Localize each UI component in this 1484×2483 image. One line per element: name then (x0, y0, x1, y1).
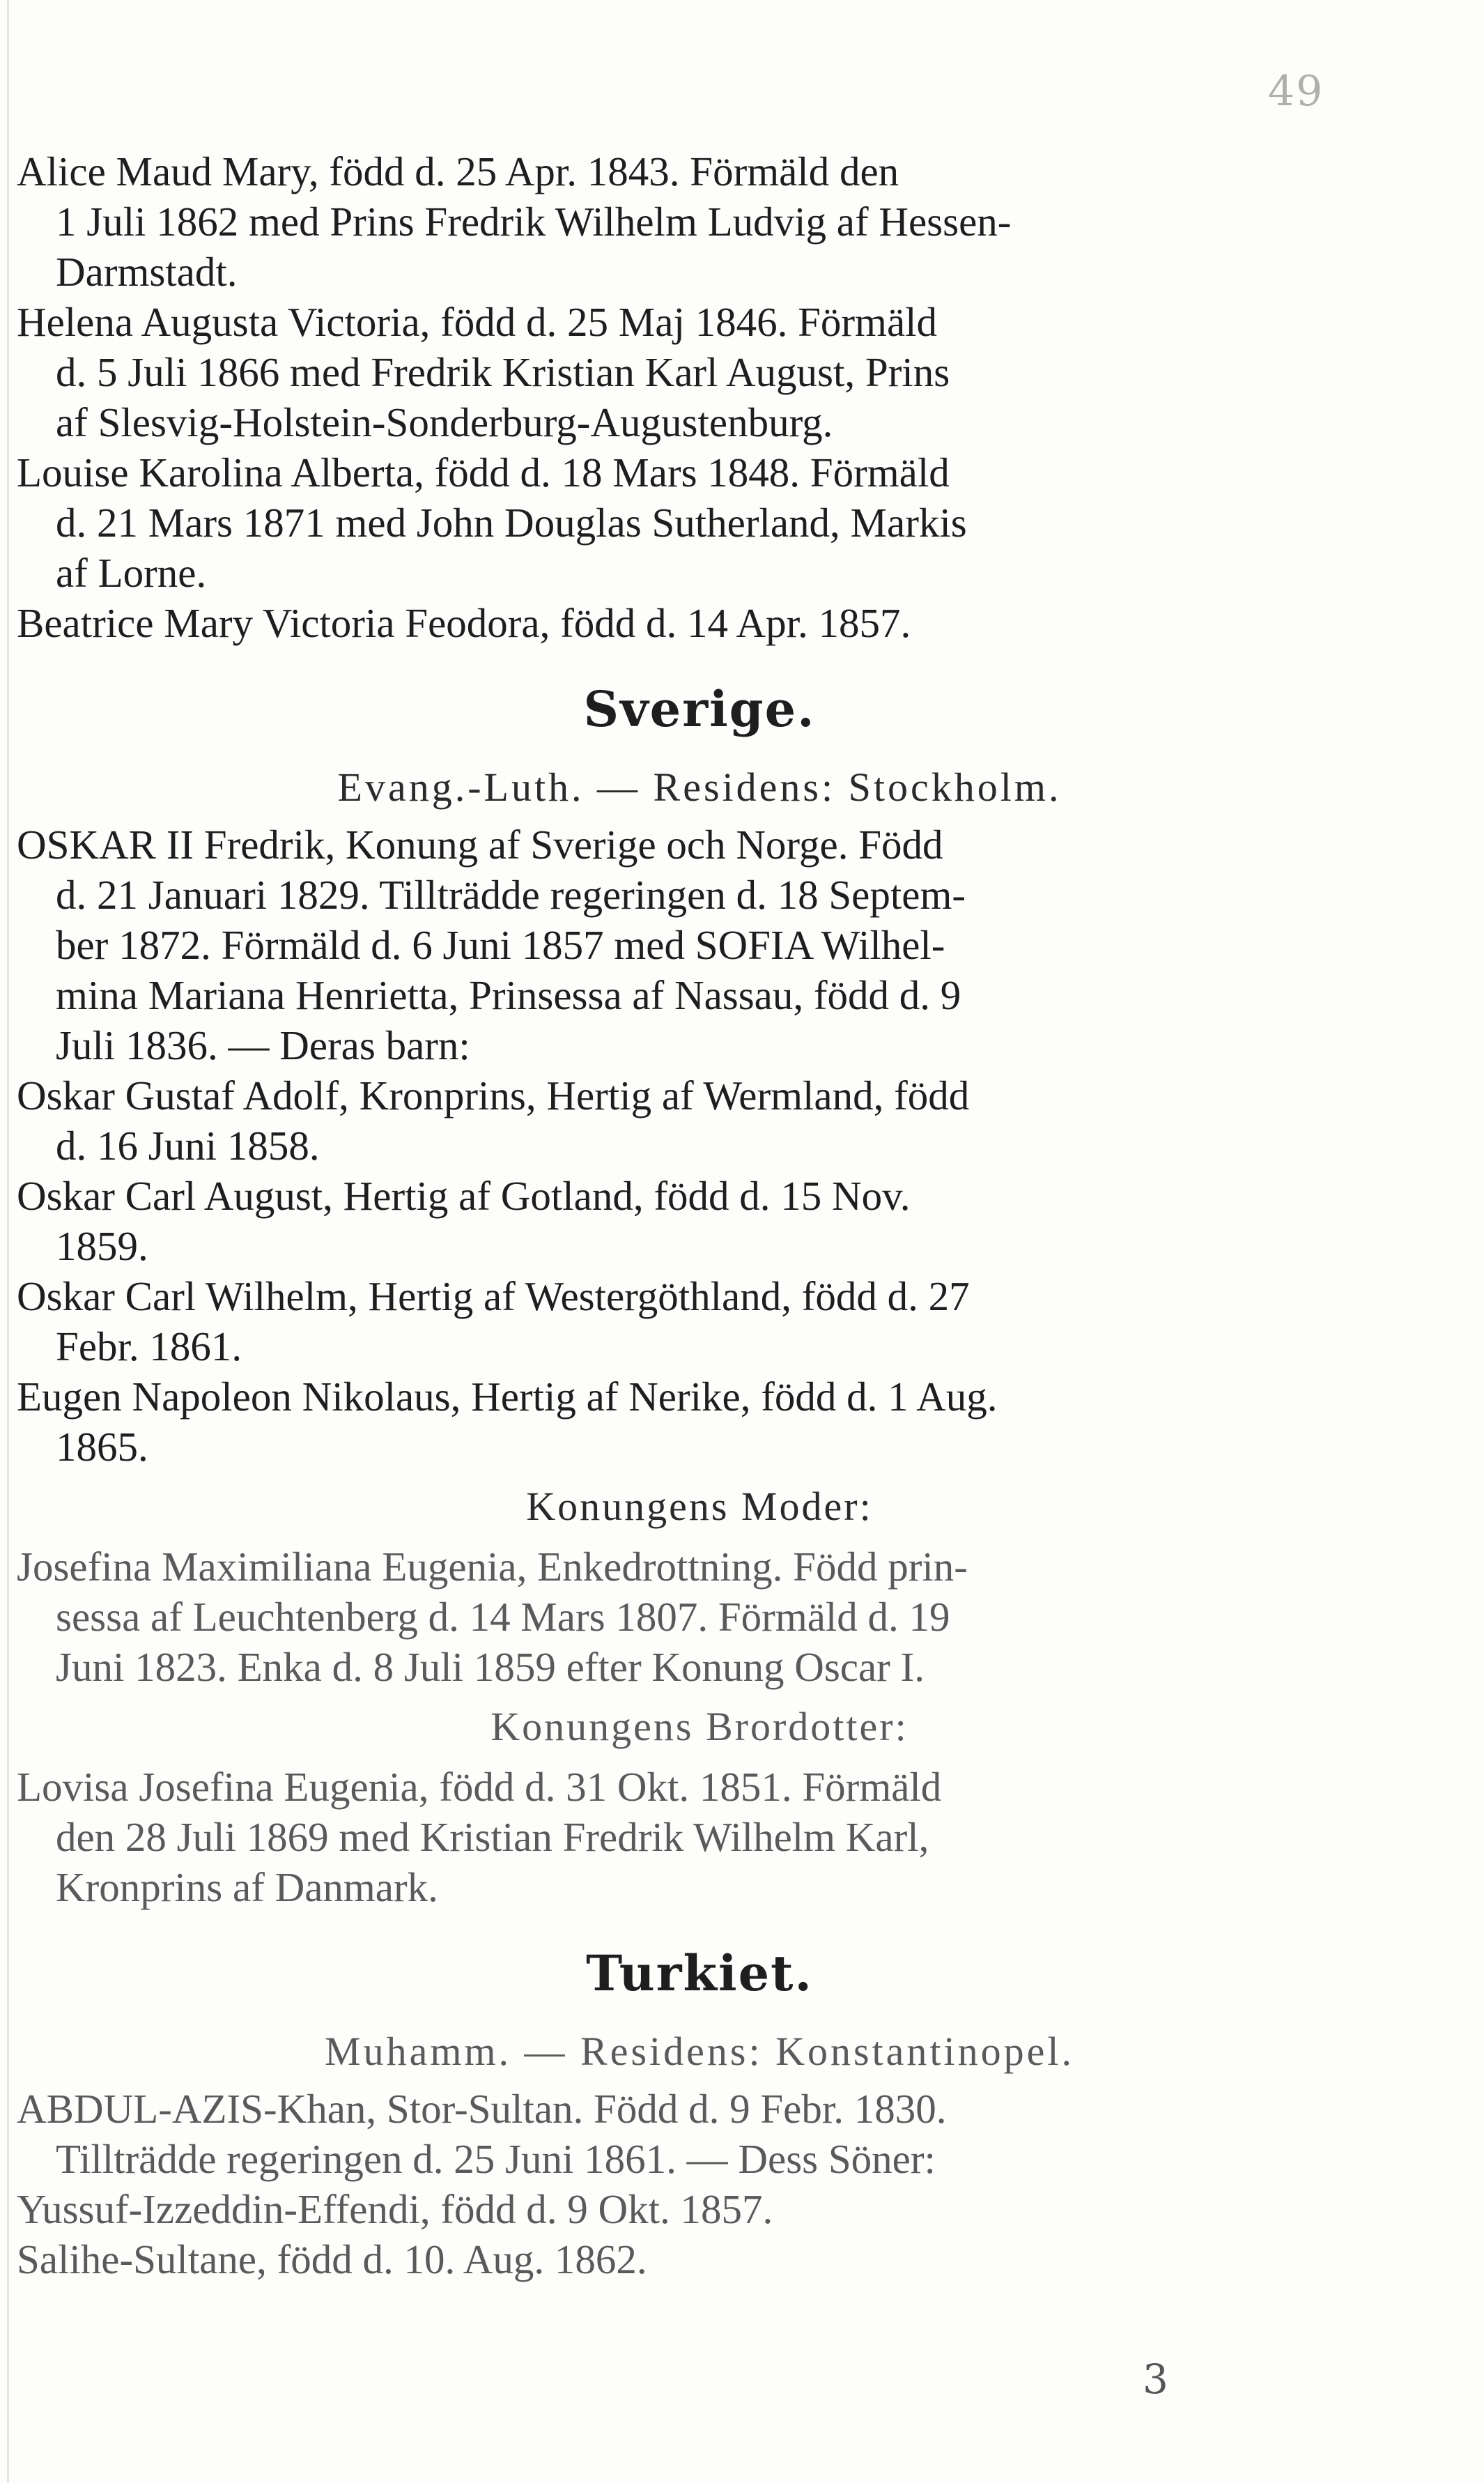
entry-louise: Louise Karolina Alberta, född d. 18 Mars 1848. Förmäld (17, 449, 950, 495)
entry-josefina: Josefina Maximiliana Eugenia, Enkedrottning. Född prin- (17, 1544, 968, 1590)
entry-line: Juli 1836. — Deras barn: (56, 1022, 470, 1068)
entry-line: d. 5 Juli 1866 med Fredrik Kristian Karl August, Prins (56, 349, 950, 395)
entry-line: d. 21 Januari 1829. Tillträdde regeringen d. 18 Septem- (56, 872, 966, 918)
entry-lovisa: Lovisa Josefina Eugenia, född d. 31 Okt. 1851. Förmäld (17, 1764, 942, 1810)
page-edge-line (7, 0, 9, 2483)
section-subtitle-turkiet: Muhamm. — Residens: Konstantinopel. (325, 2029, 1074, 2074)
entry-line: sessa af Leuchtenberg d. 14 Mars 1807. Förmäld d. 19 (56, 1594, 950, 1640)
entry-line: 1859. (56, 1223, 148, 1269)
entry-line: Febr. 1861. (56, 1323, 242, 1369)
entry-eugen: Eugen Napoleon Nikolaus, Hertig af Nerike, född d. 1 Aug. (17, 1374, 998, 1420)
entry-line: Tillträdde regeringen d. 25 Juni 1861. — Dess Söner: (56, 2136, 936, 2182)
page-number: 49 (1268, 67, 1324, 116)
entry-carl-wilhelm: Oskar Carl Wilhelm, Hertig af Westergöthland, född d. 27 (17, 1273, 970, 1319)
entry-abdul-azis: ABDUL-AZIS-Khan, Stor-Sultan. Född d. 9 Febr. 1830. (17, 2086, 947, 2132)
entry-line: af Slesvig-Holstein-Sonderburg-Augustenburg. (56, 399, 833, 445)
entry-oskar-carl-august: Oskar Carl August, Hertig af Gotland, född d. 15 Nov. (17, 1173, 911, 1219)
entry-line: d. 16 Juni 1858. (56, 1123, 320, 1169)
subheading-moder: Konungens Moder: (526, 1484, 873, 1529)
entry-oskar-ii: OSKAR II Fredrik, Konung af Sverige och Norge. Född (17, 822, 943, 868)
entry-alice: Alice Maud Mary, född d. 25 Apr. 1843. Förmäld den (17, 148, 899, 194)
entry-line: Kronprins af Danmark. (56, 1864, 438, 1910)
entry-salihe: Salihe-Sultane, född d. 10. Aug. 1862. (17, 2236, 647, 2282)
entry-line: den 28 Juli 1869 med Kristian Fredrik Wilhelm Karl, (56, 1814, 929, 1860)
signature-mark: 3 (1143, 2355, 1168, 2403)
entry-yussuf: Yussuf-Izzeddin-Effendi, född d. 9 Okt. 1857. (17, 2186, 773, 2232)
entry-line: af Lorne. (56, 550, 207, 596)
section-subtitle-sverige: Evang.-Luth. — Residens: Stockholm. (337, 764, 1062, 810)
subheading-brordotter: Konungens Brordotter: (490, 1704, 909, 1749)
page-text (17, 146, 1382, 2284)
entry-line: mina Mariana Henrietta, Prinsessa af Nassau, född d. 9 (56, 972, 961, 1018)
entry-line: d. 21 Mars 1871 med John Douglas Sutherland, Markis (56, 500, 967, 546)
entry-line: 1865. (56, 1424, 148, 1470)
entry-gustaf: Oskar Gustaf Adolf, Kronprins, Hertig af Wermland, född (17, 1073, 970, 1118)
section-title-sverige: Sverige. (583, 680, 816, 738)
section-title-turkiet: Turkiet. (586, 1944, 813, 2002)
entry-line: Darmstadt. (56, 249, 238, 295)
entry-line: 1 Juli 1862 med Prins Fredrik Wilhelm Ludvig af Hessen- (56, 199, 1012, 245)
entry-line: Juni 1823. Enka d. 8 Juli 1859 efter Konung Oscar I. (56, 1644, 925, 1690)
entry-beatrice: Beatrice Mary Victoria Feodora, född d. 14 Apr. 1857. (17, 600, 911, 646)
entry-helena: Helena Augusta Victoria, född d. 25 Maj 1846. Förmäld (17, 299, 938, 345)
entry-line: ber 1872. Förmäld d. 6 Juni 1857 med SOFIA Wilhel- (56, 922, 945, 968)
